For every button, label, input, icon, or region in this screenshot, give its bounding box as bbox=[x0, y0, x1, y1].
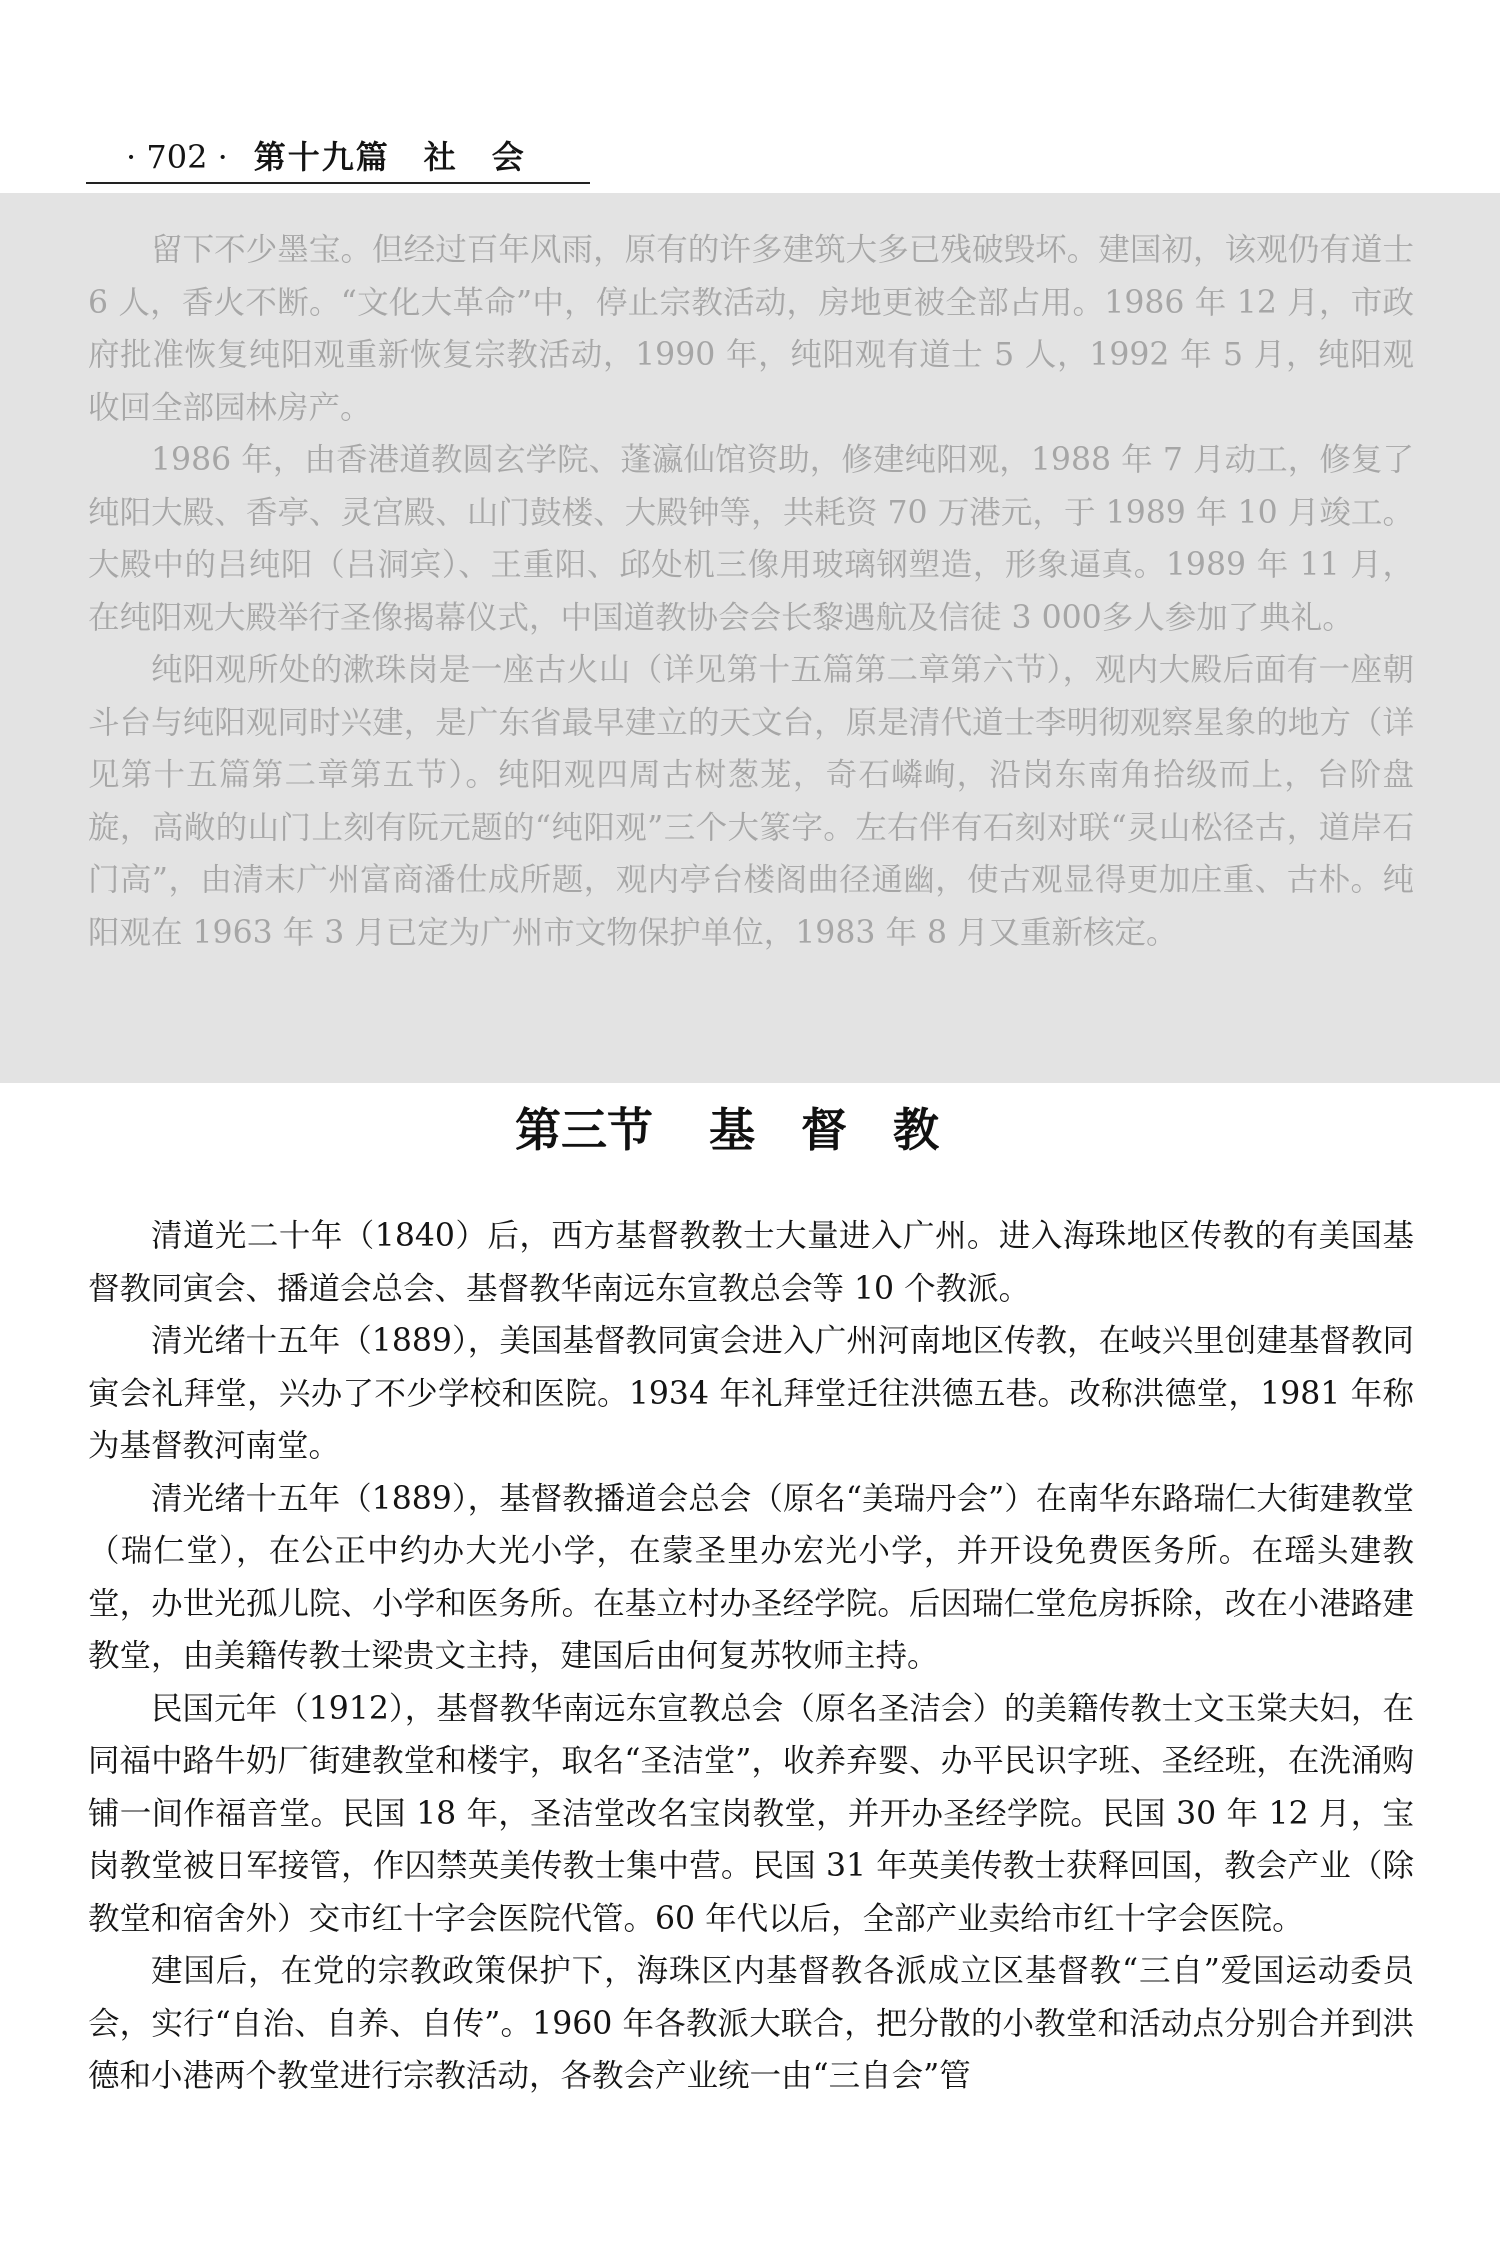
page-number: · 702 · bbox=[126, 138, 228, 176]
body-paragraph: 民国元年（1912），基督教华南远东宣教总会（原名圣洁会）的美籍传教士文玉棠夫妇，在同福中路牛奶厂街建教堂和楼宇，取名“圣洁堂”，收养弃婴、办平民识字班、圣经班，在洗涌购铺一间作福音堂。民国 18 年，圣洁堂改名宝岗教堂，并开办圣经学院。民国 30 年 12 月，宝岗教堂被日军接管，作囚禁英美传教士集中营。民国 31 年英美传教士获释回国，教会产业（除教堂和宿舍外）交市红十字会医院代管。60 年代以后，全部产业卖给市红十字会医院。 bbox=[88, 1690, 1414, 1937]
shaded-paragraph: 1986 年，由香港道教圆玄学院、蓬瀛仙馆资助，修建纯阳观，1988 年 7 月动工，修复了纯阳大殿、香亭、灵宫殿、山门鼓楼、大殿钟等，共耗资 70 万港元，于 1989 年 10 月竣工。大殿中的吕纯阳（吕洞宾）、王重阳、邱处机三像用玻璃钢塑造，形象逼真。1989 年 11 月，在纯阳观大殿举行圣像揭幕仪式，中国道教协会会长黎遇航及信徒 3 000多人参加了典礼。 bbox=[88, 442, 1414, 636]
part-title: 第十九篇 社 会 bbox=[253, 138, 526, 176]
section-title bbox=[0, 1100, 1500, 1160]
section-number: 第三节 bbox=[515, 1103, 653, 1157]
body-paragraph: 清道光二十年（1840）后，西方基督教教士大量进入广州。进入海珠地区传教的有美国基督教同寅会、播道会总会、基督教华南远东宣教总会等 10 个教派。 bbox=[88, 1218, 1414, 1307]
shaded-paragraph: 纯阳观所处的漱珠岗是一座古火山（详见第十五篇第二章第六节），观内大殿后面有一座朝斗台与纯阳观同时兴建，是广东省最早建立的天文台，原是清代道士李明彻观察星象的地方（详见第十五篇第二章第五节）。纯阳观四周古树葱茏，奇石嶙峋，沿岗东南角拾级而上，台阶盘旋，高敞的山门上刻有阮元题的“纯阳观”三个大篆字。左右伴有石刻对联“灵山松径古，道岸石门高”，由清末广州富商潘仕成所题，观内亭台楼阁曲径通幽，使古观显得更加庄重、古朴。纯阳观在 1963 年 3 月已定为广州市文物保护单位，1983 年 8 月又重新核定。 bbox=[88, 652, 1414, 951]
section-name: 基督教 bbox=[709, 1103, 985, 1157]
shaded-text-block bbox=[88, 224, 1414, 959]
body-paragraph: 清光绪十五年（1889），美国基督教同寅会进入广州河南地区传教，在岐兴里创建基督教同寅会礼拜堂，兴办了不少学校和医院。1934 年礼拜堂迁往洪德五巷。改称洪德堂，1981 年称为基督教河南堂。 bbox=[88, 1323, 1414, 1464]
body-paragraph: 清光绪十五年（1889），基督教播道会总会（原名“美瑞丹会”）在南华东路瑞仁大街建教堂（瑞仁堂），在公正中约办大光小学，在蒙圣里办宏光小学，并开设免费医务所。在瑶头建教堂，办世光孤儿院、小学和医务所。在基立村办圣经学院。后因瑞仁堂危房拆除，改在小港路建教堂，由美籍传教士梁贵文主持，建国后由何复苏牧师主持。 bbox=[88, 1480, 1414, 1674]
body-paragraph: 建国后，在党的宗教政策保护下，海珠区内基督教各派成立区基督教“三自”爱国运动委员会，实行“自治、自养、自传”。1960 年各教派大联合，把分散的小教堂和活动点分别合并到洪德和小港两个教堂进行宗教活动，各教会产业统一由“三自会”管 bbox=[88, 1953, 1414, 2094]
shaded-paragraph: 留下不少墨宝。但经过百年风雨，原有的许多建筑大多已残破毁坏。建国初，该观仍有道士 6 人，香火不断。“文化大革命”中，停止宗教活动，房地更被全部占用。1986 年 12 月，市政府批准恢复纯阳观重新恢复宗教活动，1990 年，纯阳观有道士 5 人，1992 年 5 月，纯阳观收回全部园林房产。 bbox=[88, 232, 1414, 426]
running-header bbox=[86, 132, 590, 184]
body-text-block bbox=[88, 1210, 1414, 2103]
